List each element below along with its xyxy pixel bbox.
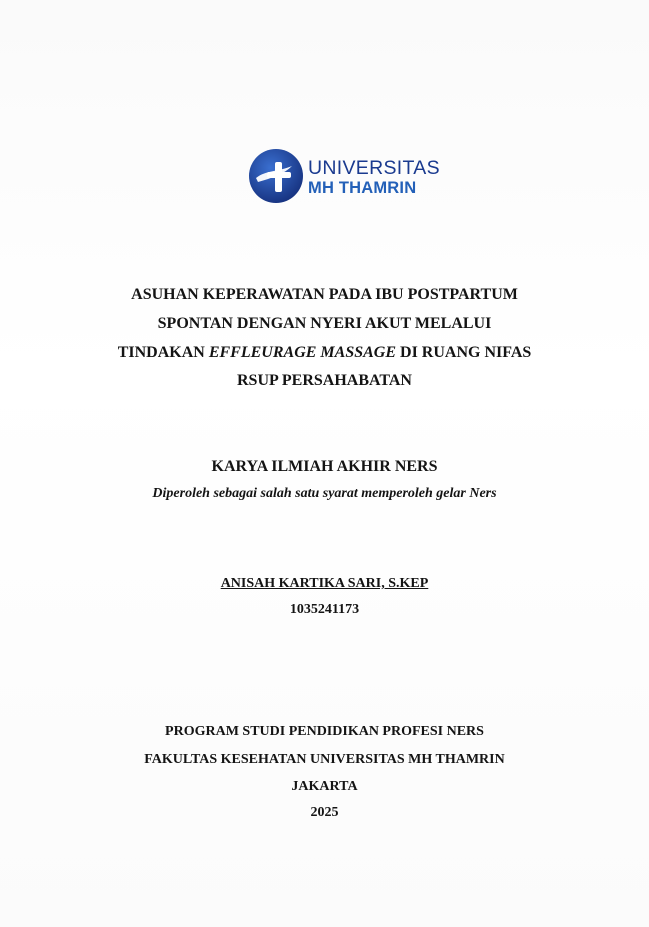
author-name: ANISAH KARTIKA SARI, S.KEP	[220, 576, 429, 591]
year-text: 2025	[310, 805, 339, 820]
work-type-heading: KARYA ILMIAH AKHIR NERS	[211, 458, 438, 475]
title-italic-term: EFFLEURAGE MASSAGE	[208, 344, 397, 361]
city-name: JAKARTA	[291, 779, 358, 794]
title-line-1: ASUHAN KEPERAWATAN PADA IBU POSTPARTUM	[131, 286, 518, 303]
study-program: PROGRAM STUDI PENDIDIKAN PROFESI NERS	[165, 724, 484, 739]
university-emblem-icon	[248, 148, 304, 204]
title-line-2: SPONTAN DENGAN NYERI AKUT MELALUI	[157, 315, 492, 332]
title-line-4: RSUP PERSAHABATAN	[237, 372, 412, 389]
university-logo	[248, 148, 438, 206]
degree-purpose-text: Diperoleh sebagai salah satu syarat memperoleh gelar Ners	[152, 486, 497, 501]
title-line-3	[0, 345, 649, 361]
logo-text-mh-thamrin: MH THAMRIN	[308, 179, 417, 197]
title-line-3-after: DI RUANG NIFAS	[396, 344, 532, 361]
title-line-3-before: TINDAKAN	[117, 344, 209, 361]
student-id: 1035241173	[289, 602, 360, 617]
faculty-name: FAKULTAS KESEHATAN UNIVERSITAS MH THAMRIN	[144, 752, 505, 767]
logo-text-universitas: UNIVERSITAS	[308, 157, 440, 179]
